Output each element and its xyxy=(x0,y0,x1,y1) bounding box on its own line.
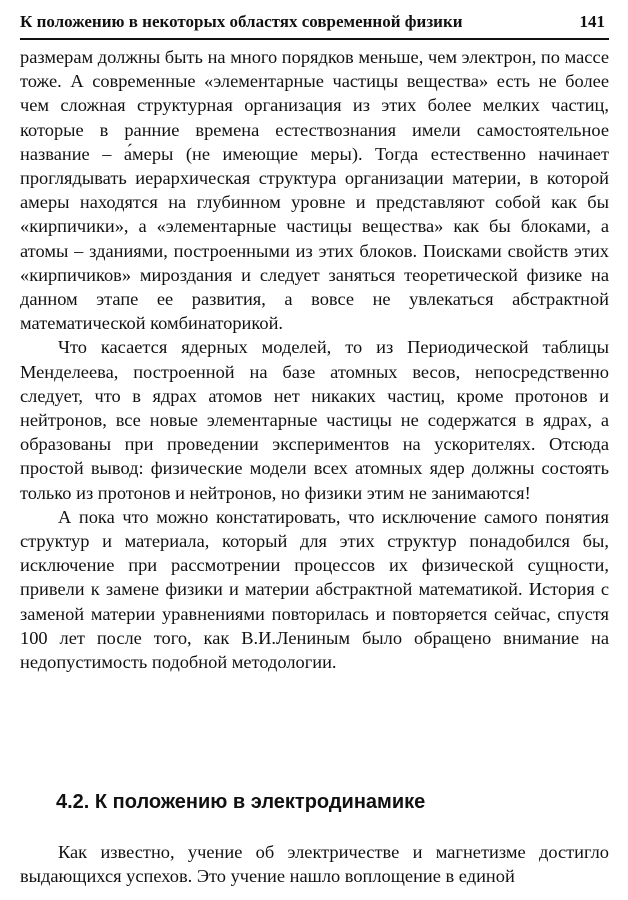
paragraph: Как известно, учение об электричестве и магнетизме достигло выдающихся успехов. Это учение нашло воплощение в единой xyxy=(20,842,609,887)
running-header xyxy=(20,8,609,40)
body-text xyxy=(20,45,609,674)
running-header-title: К положению в некоторых областях современной физики xyxy=(20,12,463,31)
paragraph: А пока что можно констатировать, что исключение самого понятия структур и материала, который для этих структур понадобился бы, исключение при рассмотрении процессов их физической сущности, привели к замене физики и материи абстрактной математикой. История с заменой материи уравнениями повторилась и повторяется сейчас, спустя 100 лет после того, как В.И.Лениным было обращено внимание на недопустимость подобной методологии. xyxy=(20,506,609,673)
section-body-text xyxy=(20,840,609,888)
paragraph: Что касается ядерных моделей, то из Периодической таблицы Менделеева, построенной на базе атомных весов, непосредственно следует, что в ядрах атомов нет никаких частиц, кроме протонов и нейтронов, все новые элементарные частицы не содержатся в ядрах, а образованы при проведении экспериментов на ускорителях. Отсюда простой вывод: физические модели всех атомных ядер должны состоять только из протонов и нейтронов, но физики этим не занимаются! xyxy=(20,337,609,503)
page-number: 141 xyxy=(579,12,605,31)
paragraph-continued: размерам должны быть на много порядков меньше, чем электрон, по массе тоже. А современные «элементарные частицы вещества» есть не более чем сложная структурная организация из этих более мелких частиц, которые в ранние времена естествознания имели самостоятельное название – а́меры (не имеющие меры). Тогда естественно начинает проглядывать иерархическая структура организации материи, в которой амеры находятся на глубинном уровне и представляют собой как бы «кирпичики», а «элементарные частицы вещества» как бы блоками, а атомы – зданиями, построенными из этих блоков. Поисками свойств этих «кирпичиков» мироздания и следует заняться теоретической физике на данном этапе ее развития, а вовсе не увлекаться абстрактной математической комбинаторикой. xyxy=(20,47,609,334)
section-heading: 4.2. К положению в электродинамике xyxy=(56,791,426,813)
